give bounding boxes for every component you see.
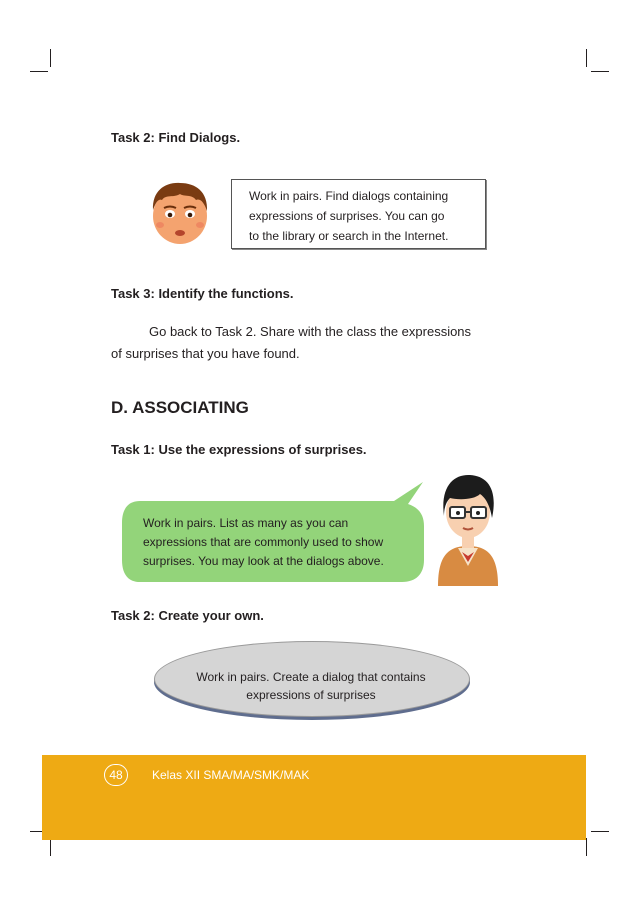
- boy-face-illustration: [148, 180, 212, 246]
- page-number: 48: [104, 764, 128, 786]
- crop-mark: [591, 831, 609, 832]
- ellipse-line: expressions of surprises: [246, 688, 376, 702]
- bubble-text: [143, 514, 418, 571]
- crop-mark: [30, 71, 48, 72]
- task1-heading: Task 1: Use the expressions of surprises.: [111, 442, 367, 457]
- instruction-line: Work in pairs. Find dialogs containing: [249, 189, 449, 203]
- bubble-line: surprises. You may look at the dialogs above.: [143, 554, 384, 568]
- crop-mark: [50, 838, 51, 856]
- task2-find-heading: Task 2: Find Dialogs.: [111, 130, 241, 145]
- task3-heading: Task 3: Identify the functions.: [111, 286, 294, 301]
- ellipse-text: [170, 668, 452, 704]
- crop-mark: [50, 49, 51, 67]
- crop-mark: [586, 838, 587, 856]
- bubble-line: expressions that are commonly used to show: [143, 535, 384, 549]
- section-title: D. ASSOCIATING: [111, 398, 249, 417]
- instruction-line: expressions of surprises. You can go: [249, 209, 445, 223]
- bubble-line: Work in pairs. List as many as you can: [143, 516, 349, 530]
- instruction-line: to the library or search in the Internet.: [249, 229, 449, 243]
- task2-create-heading: Task 2: Create your own.: [111, 608, 264, 623]
- crop-mark: [586, 49, 587, 67]
- crop-mark: [591, 71, 609, 72]
- footer-label: Kelas XII SMA/MA/SMK/MAK: [152, 768, 310, 782]
- ellipse-line: Work in pairs. Create a dialog that contains: [196, 670, 426, 684]
- paragraph-line: Go back to Task 2. Share with the class the expressions: [149, 324, 472, 339]
- girl-with-glasses-illustration: [432, 470, 504, 586]
- task3-paragraph: [111, 321, 521, 365]
- find-dialogs-instruction-box: [231, 179, 486, 249]
- paragraph-line: of surprises that you have found.: [111, 346, 300, 361]
